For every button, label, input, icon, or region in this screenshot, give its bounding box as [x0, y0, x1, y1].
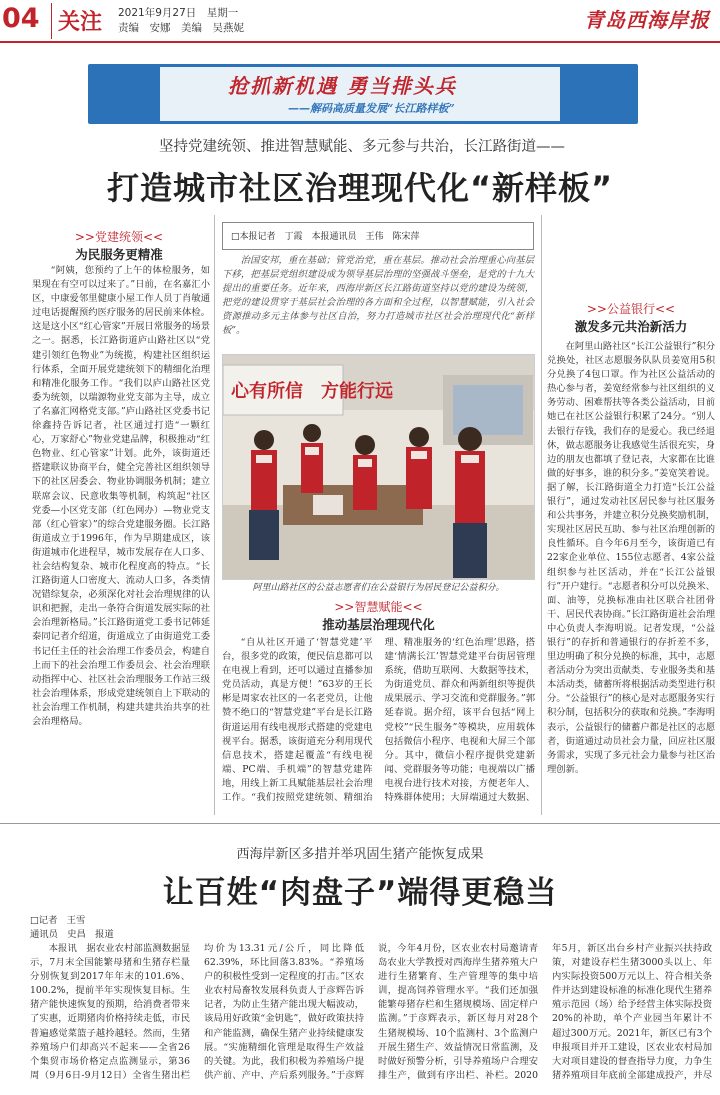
sec1-title: 为民服务更精准: [75, 247, 163, 262]
volunteer-photo: [222, 354, 535, 580]
sec3-kicker: >>公益银行<<: [586, 302, 676, 316]
section-title: 关注: [58, 10, 103, 35]
photo-sign: 心有所信 方能行远: [231, 381, 393, 402]
photo-caption: 阿里山路社区的公益志愿者们在公益银行为居民登记公益积分。: [252, 583, 505, 593]
sec3-body: [547, 340, 715, 816]
article2-body: [30, 942, 712, 1092]
photo-illustration: [223, 355, 535, 580]
banner-subtitle: ——解码高质量发展“长江路样板”: [288, 102, 455, 115]
page-number: 04: [2, 3, 52, 39]
sec2-body: [222, 636, 535, 818]
sec3-title: 激发多元共治新活力: [574, 319, 688, 334]
sec2-title: 推动基层治理现代化: [322, 617, 435, 632]
sec1-heading: [28, 228, 210, 263]
top-rule: [0, 41, 720, 43]
article2-byline: □记者 王雪 通讯员 史昌 报道: [30, 915, 114, 940]
article2-text: 本报讯 据农业农村部监测数据显示，7月末全国能繁母猪和生猪存栏量分别恢复到2017年年末的101.6%、100.2%，提前半年实现恢复目标。生猪产能快速恢复的预期，给消费者带来了实惠，近期猪肉价格持续走低，市民普遍感觉菜篮子越拎越轻。然而，生猪养殖场户们却高兴不起来——全省26个集贸市场价格定点监测显示，第36周（9月6日-9月12日）全省生猪出栏均价为13.31元/公斤，同比降低62.39%，环比回落3.83%。“养殖场户的积极性受到一定程度的打击。”区农业农村局畜牧发展科负责人于彦辉告诉记者，为防止生猪产能出现大幅波动，该局用好政策“金钥匙”，做好政策扶持和产能监测，确保生猪产业持续健康发展。“实施精细化管理是取得生产效益的关键。为此，我们积极为养殖场户提供产前、产中、产后系列服务。”于彦辉说，今年4月份，区农业农村局邀请青岛农业大学教授对西海岸生猪养殖大户进行生猪繁育、生产管理等的集中培训，提高饲养管理水平。“我们还加强能繁母猪存栏和生猪规模场、固定样户监测。”于彦辉表示，新区每月对28个生猪规模场、10个监测村、3个监测户开展生猪生产、效益情况日常监测，及时做好预警分析，引导养殖场户合理安排生产，做到有序出栏、补栏。2020年5月，新区出台乡村产业振兴扶持政策，对建设存栏生猪3000头以上、年内实际投资500万元以上、符合相关条件并达到建设标准的标准化现代生猪养殖示范园（场）给予经营主体实际投资20%的补助，单个产业园当年累计不超过300万元。2021年，新区已有3个申报项目并开工建设，区农业农村局加大对项目建设的督查指导力度，力争生猪养殖项目年底前全部建成投产，并尽: [30, 943, 712, 1081]
date-line: 2021年9月27日 星期一: [118, 7, 239, 19]
date-editors: [118, 6, 244, 36]
article1-byline: □本报记者 丁霞 本报通讯员 王伟 陈宋萍: [222, 222, 534, 250]
sec1-text: “阿姨，您预约了上午的体检服务，如果现在有空可以过来了。”日前，在名嘉汇小区，中康爱邻里健康小屋工作人员丁肖敏通过电话提醒预约医疗服务的居民前来体检。这是这小区“红心管家”开展日常服务的场景之一。据悉，长江路街道庐山路社区以“党建引领红色物业”为统揽，构建社区组织运行体系，全面开展党建统领下的精细化治理和精准化服务工作。“我们以庐山路社区党委为统领，以瑞源物业党支部为主导，成立了名嘉汇网格党支部。”庐山路社区党委书记徐鑫持告诉记者，社区通过打造“一颗红心，万家舒心”物业党建品牌，积极推动“红色物业、红心管家”计划。此外，该街道还搭建联议协商平台，健全完善社区组织领导下的社区居委会、物业协调服务机制；建立联席会议、民意收集等机制，构筑起“社区党委—小区党支部（红色网办）—物业党支部（红心管家）”的综合党建服务圈。长江路街道成立于1996年，作为早期建成区，该街道城市化进程早，城市发展存在人口多、社会结构复杂、城市化程度高的特点。“长江路街道人口密度大、流动人口多，各类情况错综复杂，必须深化对社会治理规律的认识和把握，走出一条符合街道发展实际的社会治理新格局。”长江路街道党工委书记韩延泰同记者介绍道，街道成立了由街道党工委书记任主任的社会治理工作委员会，构建自上而下的社会治理工作委员会、社会治理联动指挥中心、社区社会治理服务工作站三级社会治理体系，形成党建统领自上下联动的社会治理工作机制，构建共建共治共享的社会治理格局。: [32, 265, 210, 727]
banner-title: 抢抓新机遇 勇当排头兵: [228, 74, 457, 98]
column-divider: [214, 215, 215, 815]
sec2-heading: [222, 598, 535, 633]
sec2-kicker: >>智慧赋能<<: [334, 600, 423, 614]
article1-lead: [222, 254, 534, 338]
article2-headline: 让百姓“肉盘子”端得更稳当: [162, 875, 558, 911]
newspaper-brand: 青岛西海岸报: [584, 8, 710, 32]
column-divider: [541, 215, 542, 815]
sec3-heading: [547, 300, 715, 335]
sec3-text: 在阿里山路社区“长江公益银行”积分兑换处，社区志愿服务队队员姜宽用5积分兑换了4包口罩。作为社区公益活动的热心参与者，姜宽经常参与社区组织的义务劳动、困难帮扶等各类公益活动，目前她已在社区公益银行积累了24分。“别人去银行存钱，我们存的是爱心。我已经退休，做志愿服务让我感觉生活很充实，身边的朋友也都填了登记表，大家都在比谁做的好事多，谁的积分多。”姜宽笑着说。据了解，长江路街道全力打造“长江公益银行”，通过发动社区居民参与社区服务和公共事务，并建立积分兑换奖励机制，实现社区居民互助、参与社区治理创新的良性循环。自今年6月至今，该街道已有22家企业单位、155位志愿者、4家公益组织参与社区活动，并在“长江公益银行”开户建行。“志愿者积分可以兑换米、面、油等，兑换标准由社区联合社团骨干、居民代表协商。”长江路街道社会治理中心负责人李海明说。记者发现，“公益银行”的存折和普通银行的存折差不多，里边明确了积分兑换的标准，其中，志愿者活动分为突出贡献类、专业服务类和基本活动类，储蓄所将根据活动类型进行积分。“公益银行”的核心是对志愿服务实行积分制，包括积分的获取和兑换。”李海明表示，公益银行的储蓄户都是社区的志愿者，街道通过动员社会力量，回应社区服务需求，实现了多元社会力量参与社区治理创新。: [547, 341, 715, 775]
sec1-body: [32, 264, 210, 814]
article1-subhead: 坚持党建统领、推进智慧赋能、多元参与共治，长江路街道——: [159, 139, 565, 155]
editors-line: 责编 安娜 美编 吴燕妮: [118, 22, 244, 34]
sec1-kicker: >>党建统领<<: [74, 230, 164, 244]
sec2-text: “自从社区开通了‘智慧党建’平台，很多党的政策，便民信息都可以在电视上看到，还可以通过直播参加党员活动，真是方便！”63岁的王长彬是周家农社区的一名老党员，让他赞不绝口的“智慧党建”平台是长江路街道运用有线电视形式搭建的党建电视平台。据悉，该街道充分利用现代信息技术，搭建起覆盖“有线电视端、PC端、手机端”的智慧党建阵地，用线上新工具赋能基层社会治理工作。“我们按照党建统领、精细治理、精准服务的‘红色治理’思路，搭建‘情满长江’智慧党建平台街居管理系统，借助互联网、大数据等技术，为街道党员、群众和两新组织等提供成果展示、学习交流和党群服务。”郭延春说。据介绍，该平台包括“网上党校”“民生服务”等模块，应用载体包括微信小程序、电视和大屏三个部分。其中，微信小程序提供党建新闻、党群服务等功能；电视端以广播电视台进行技术对接，方便老年人、特殊群体使用；大屏端通过大数据、: [222, 637, 535, 804]
article1-headline: 打造城市社区治理现代化“新样板”: [106, 169, 614, 207]
article-separator: [0, 823, 720, 824]
article2-subhead: 西海岸新区多措并举巩固生猪产能恢复成果: [236, 847, 484, 862]
lead-text: 治国安邦，重在基础；管党治党，重在基层。推动社会治理重心向基层下移，把基层党组织建设成为领导基层治理的坚强战斗堡垒，是党的十九大提出的重要任务。近年来，西海岸新区长江路街道坚持以党的建设为统领，把党的建设贯穿于基层社会治理的各方面和全过程，以智慧赋能，引入社会资源推动多元主体参与社区自治，努力打造城市社区社会治理现代化“新样板”。: [222, 255, 534, 336]
